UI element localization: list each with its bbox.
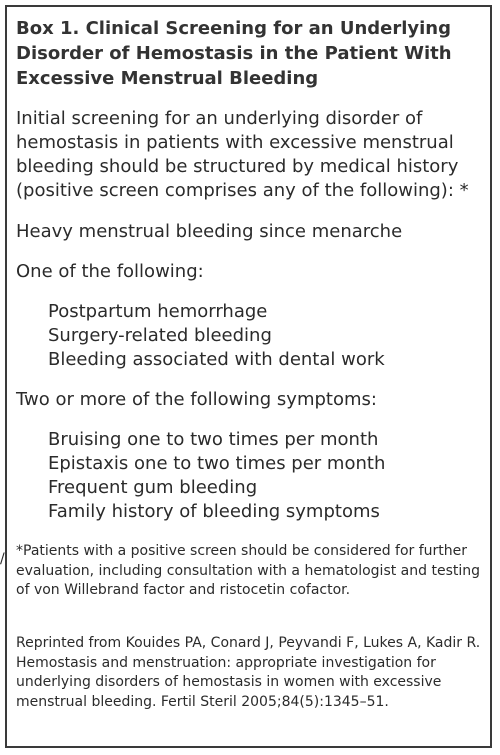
list-item: Surgery-related bleeding	[48, 325, 272, 346]
list-item: Bleeding associated with dental work	[48, 349, 385, 370]
footnote: *Patients with a positive screen should be considered for further evaluation, including consultation with a hematologist and testing of von Willebrand factor and ristocetin cofactor.	[16, 543, 481, 598]
source-citation: Reprinted from Kouides PA, Conard J, Peyvandi F, Lukes A, Kadir R. Hemostasis and menstruation: appropriate investigation for underlying disorders of hemostasis in women with excessive menstrual bleeding. Fertil Steril 2005;84(5):1345–51.	[16, 635, 481, 710]
criterion-two-or-more-heading: Two or more of the following symptoms:	[16, 389, 377, 410]
list-item: Bruising one to two times per month	[48, 429, 379, 450]
list-item: Postpartum hemorrhage	[48, 301, 268, 322]
intro-text: Initial screening for an underlying disorder of hemostasis in patients with excessive menstrual bleeding should be structured by medical history (positive screen comprises any of the following): *	[16, 108, 469, 201]
clinical-screening-box	[5, 5, 492, 748]
page-edge-mark: /	[0, 551, 5, 567]
list-item: Epistaxis one to two times per month	[48, 453, 386, 474]
one-of-list	[48, 300, 385, 372]
list-item: Family history of bleeding symptoms	[48, 501, 380, 522]
list-item: Frequent gum bleeding	[48, 477, 258, 498]
criterion-one-of-heading: One of the following:	[16, 261, 204, 282]
criterion-heavy-bleeding: Heavy menstrual bleeding since menarche	[16, 221, 403, 242]
box-title: Box 1. Clinical Screening for an Underlying Disorder of Hemostasis in the Patient With Excessive Menstrual Bleeding	[16, 18, 452, 89]
symptoms-list	[48, 428, 385, 524]
